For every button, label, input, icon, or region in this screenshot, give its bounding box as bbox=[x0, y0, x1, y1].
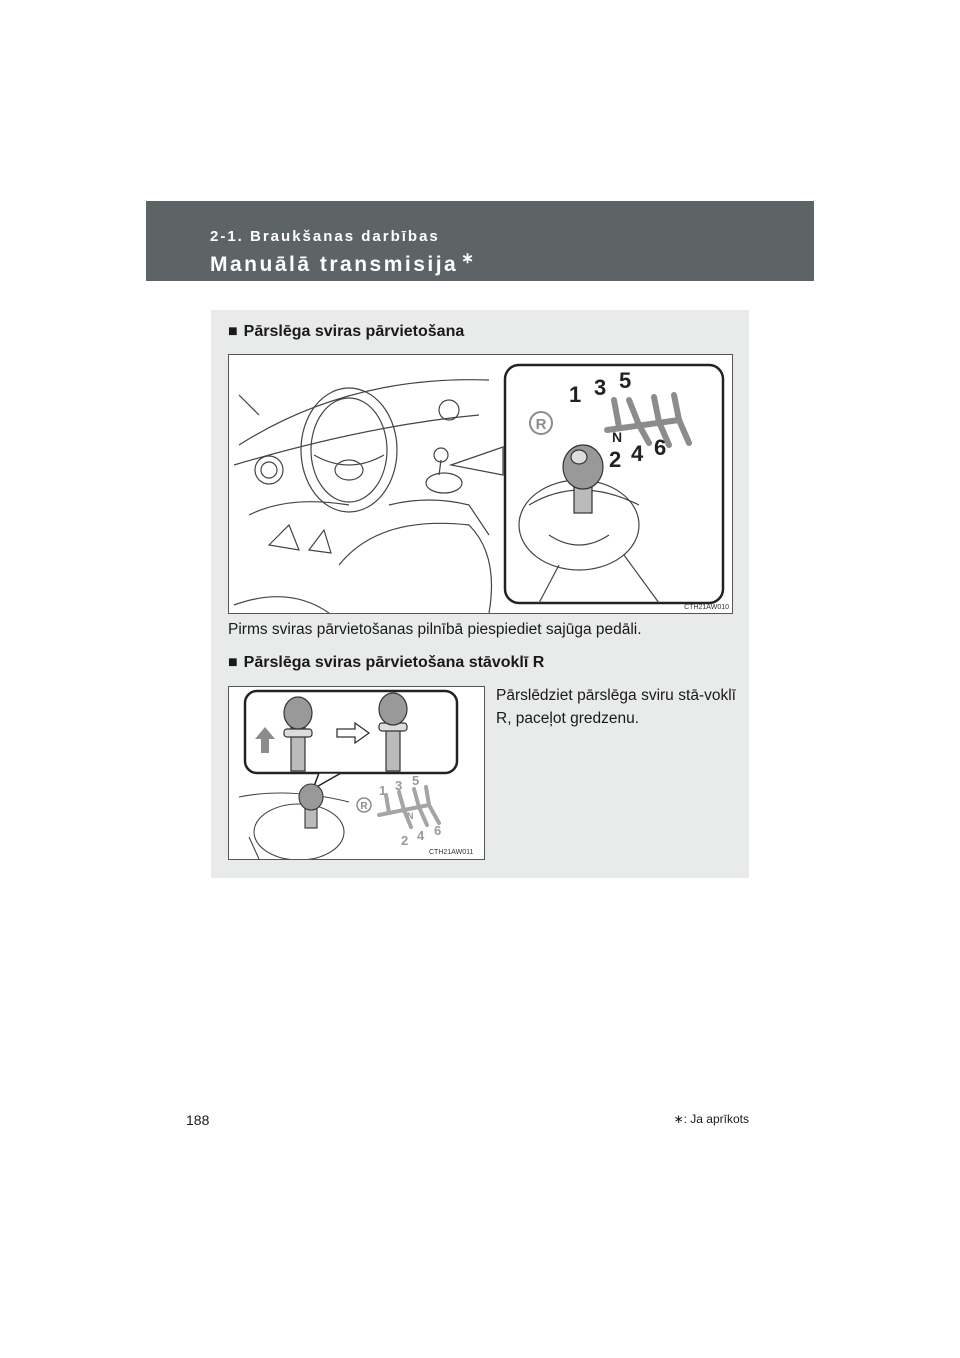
title-footnote-marker: ∗ bbox=[461, 250, 477, 267]
cockpit-shift-lever-drawing bbox=[229, 355, 732, 613]
bullet-square-icon: ■ bbox=[228, 654, 238, 671]
page-title bbox=[210, 249, 476, 277]
gear-3-label: 3 bbox=[594, 375, 607, 400]
bullet-square-icon: ■ bbox=[228, 323, 238, 340]
footnote: ∗: Ja aprīkots bbox=[673, 1112, 749, 1126]
gear-6-label: 6 bbox=[654, 435, 667, 460]
illustration-reverse bbox=[228, 686, 485, 860]
content-panel bbox=[211, 310, 749, 878]
figure-code: CTH21AW011 bbox=[429, 849, 474, 856]
gear-n-label-small: N bbox=[407, 811, 414, 821]
page-number: 188 bbox=[186, 1112, 210, 1128]
reverse-ring-drawing bbox=[229, 687, 484, 859]
gear-5-label-small: 5 bbox=[412, 773, 420, 788]
section-header bbox=[146, 201, 814, 281]
gear-n-label: N bbox=[612, 429, 623, 445]
gear-3-label-small: 3 bbox=[395, 778, 403, 793]
sub-heading-reverse bbox=[228, 654, 544, 672]
gear-r-label-small: R bbox=[360, 801, 368, 812]
gear-4-label-small: 4 bbox=[417, 828, 425, 843]
gear-5-label: 5 bbox=[619, 368, 632, 393]
instruction-text: Pirms sviras pārvietošanas pilnībā piespiediet sajūga pedāli. bbox=[228, 621, 642, 638]
gear-2-label: 2 bbox=[609, 447, 622, 472]
gear-6-label-small: 6 bbox=[434, 823, 442, 838]
gear-1-label: 1 bbox=[569, 382, 582, 407]
sub-heading-text: Pārslēga sviras pārvietošana stāvoklī R bbox=[243, 654, 545, 671]
page-title-text: Manuālā transmisija bbox=[210, 253, 459, 276]
gear-4-label: 4 bbox=[631, 441, 644, 466]
section-label: 2-1. Braukšanas darbības bbox=[210, 228, 440, 245]
gear-1-label-small: 1 bbox=[379, 783, 387, 798]
sub-heading-text: Pārslēga sviras pārvietošana bbox=[243, 323, 465, 340]
gear-r-label: R bbox=[535, 416, 547, 433]
gear-2-label-small: 2 bbox=[401, 833, 409, 848]
figure-code: CTH21AW010 bbox=[684, 604, 729, 611]
sub-heading-shift-lever bbox=[228, 323, 464, 341]
instruction-text-reverse: Pārslēdziet pārslēga sviru stā-voklī R, paceļot gredzenu. bbox=[496, 687, 736, 727]
illustration-cockpit bbox=[228, 354, 733, 614]
